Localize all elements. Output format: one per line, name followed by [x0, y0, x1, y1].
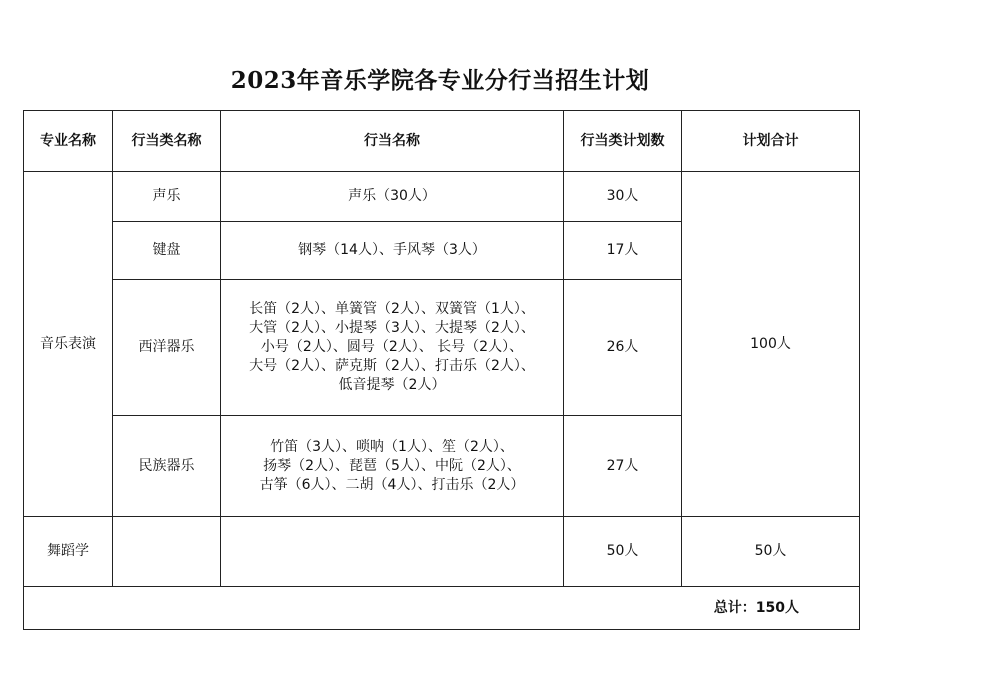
- category-plan-cell: 30人: [564, 172, 682, 222]
- header-names: 行当名称: [221, 111, 564, 172]
- category-cell: [113, 517, 221, 587]
- plan-total-dance: 50人: [682, 517, 860, 587]
- category-cell: 西洋器乐: [113, 280, 221, 416]
- category-cell: 键盘: [113, 222, 221, 280]
- table-header-row: [24, 111, 860, 172]
- category-cell: 声乐: [113, 172, 221, 222]
- names-cell: 声乐（30人）: [221, 172, 564, 222]
- category-plan-cell: 26人: [564, 280, 682, 416]
- plan-total-music: 100人: [682, 172, 860, 517]
- category-cell: 民族器乐: [113, 416, 221, 517]
- major-music-performance: 音乐表演: [24, 172, 113, 517]
- header-plan-total: 计划合计: [682, 111, 860, 172]
- names-cell: 钢琴（14人）、手风琴（3人）: [221, 222, 564, 280]
- category-plan-cell: 50人: [564, 517, 682, 587]
- grand-total: 总计：150人: [24, 587, 860, 630]
- enrollment-plan-table: [23, 110, 860, 630]
- category-plan-cell: 27人: [564, 416, 682, 517]
- header-category-plan: 行当类计划数: [564, 111, 682, 172]
- table-row: [24, 517, 860, 587]
- header-category: 行当类名称: [113, 111, 221, 172]
- table-row: [24, 172, 860, 222]
- page-title: 2023年音乐学院各专业分行当招生计划: [230, 67, 650, 94]
- major-dance: 舞蹈学: [24, 517, 113, 587]
- header-major: 专业名称: [24, 111, 113, 172]
- names-cell: [221, 517, 564, 587]
- names-cell: 竹笛（3人）、唢呐（1人）、笙（2人）、 扬琴（2人）、琵琶（5人）、中阮（2人）、 古筝（6人）、二胡（4人）、打击乐（2人）: [221, 416, 564, 517]
- category-plan-cell: 17人: [564, 222, 682, 280]
- names-cell: 长笛（2人）、单簧管（2人）、双簧管（1人）、 大管（2人）、小提琴（3人）、大提琴（2人）、 小号（2人）、圆号（2人）、 长号（2人）、 大号（2人）、萨克斯（2人）、打击乐（2人）、 低音提琴（2人）: [221, 280, 564, 416]
- total-row: [24, 587, 860, 630]
